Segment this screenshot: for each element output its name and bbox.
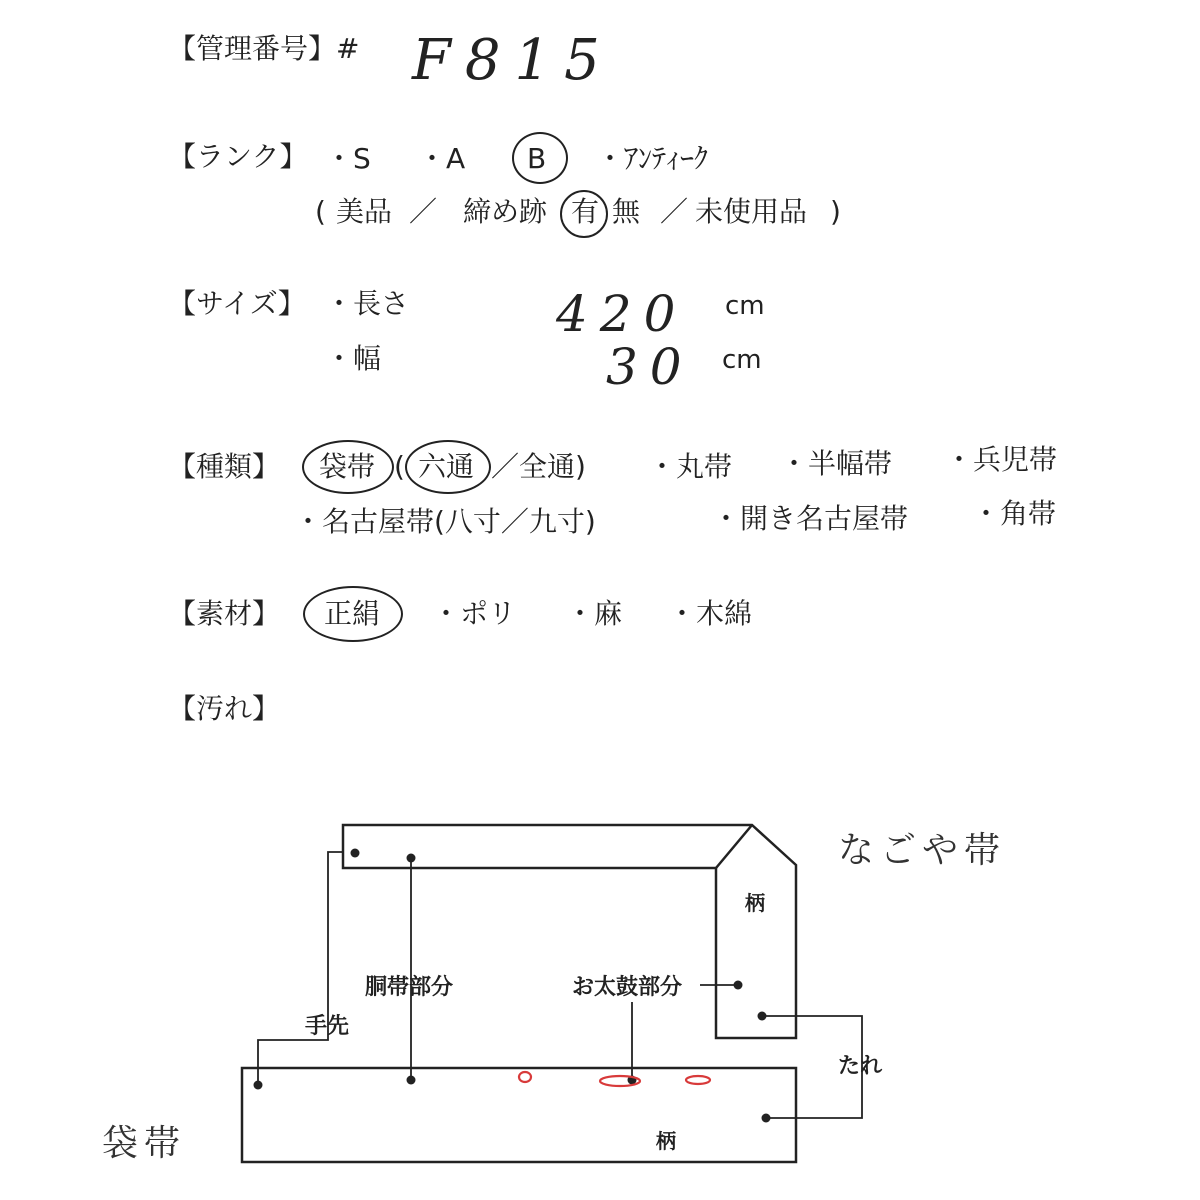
rank-option-a: ・A: [418, 142, 466, 175]
condition-none: 無: [612, 195, 641, 228]
type-fukuro: 袋帯: [319, 450, 376, 483]
type-hanhaba: ・半幅帯: [780, 447, 893, 480]
condition-close: ): [830, 195, 841, 228]
condition-sep1: ／: [409, 195, 438, 228]
material-cotton: ・木綿: [668, 597, 753, 630]
stain-marks: [519, 1072, 710, 1086]
fukuro-obi-outline: [242, 1068, 796, 1162]
dot-otaiko-top: [734, 981, 743, 990]
size-length-label: ・長さ: [325, 287, 410, 320]
type-paren-open: (: [394, 450, 405, 483]
dot-tare-top: [758, 1012, 767, 1021]
diagram-tare-label: たれ: [838, 1054, 883, 1079]
condition-has: 有: [571, 195, 600, 228]
size-length-unit: cm: [725, 291, 765, 321]
management-label: 【管理番号】#: [168, 32, 360, 65]
nagoya-fold-line: [716, 825, 752, 868]
material-poly: ・ポリ: [432, 597, 517, 630]
type-zentsu: ／全通): [491, 450, 586, 483]
stain-mark-1: [519, 1072, 531, 1082]
tesaki-leader: [258, 852, 343, 1085]
diagram-gara-top: 柄: [745, 891, 765, 915]
size-width-unit: cm: [722, 345, 762, 375]
diagram-otaiko-label: お太鼓部分: [572, 975, 683, 1000]
size-length-value: 420: [556, 285, 688, 343]
type-hiraki: ・開き名古屋帯: [712, 502, 909, 535]
size-width-label: ・幅: [325, 342, 382, 375]
type-nagoya: ・名古屋帯(八寸／九寸): [294, 505, 596, 538]
stain-mark-3: [686, 1076, 710, 1084]
type-heko: ・兵児帯: [945, 443, 1058, 476]
rank-label: 【ランク】: [168, 140, 308, 173]
condition-beauty: 美品: [336, 195, 393, 228]
diagram-nagoya-title: なごや帯: [838, 830, 1007, 871]
diagram-dobu-label: 胴帯部分: [365, 975, 454, 1000]
dot-dobu-bottom: [407, 1076, 416, 1085]
material-hemp: ・麻: [566, 597, 623, 630]
type-rokutsu: 六通: [418, 450, 475, 483]
dot-tesaki-top: [351, 849, 360, 858]
diagram-fukuro-title: 袋帯: [102, 1123, 187, 1164]
diagram-tesaki-label: 手先: [305, 1014, 350, 1039]
dot-tare-bottom: [762, 1114, 771, 1123]
type-kaku: ・角帯: [972, 497, 1057, 530]
condition-sep2: ／: [660, 195, 689, 228]
diagram-gara-bottom: 柄: [656, 1129, 676, 1153]
size-width-value: 30: [606, 338, 694, 396]
stain-label: 【汚れ】: [168, 692, 281, 725]
dot-dobu-top: [407, 854, 416, 863]
rank-option-antique: ・ｱﾝﾃｨｰｸ: [596, 142, 709, 175]
management-value: F815: [412, 28, 614, 93]
rank-option-b: B: [527, 142, 547, 175]
condition-open: (: [315, 195, 326, 228]
material-label: 【素材】: [168, 597, 281, 630]
dot-tesaki-bottom: [254, 1081, 263, 1090]
type-label: 【種類】: [168, 450, 281, 483]
rank-option-s: ・S: [325, 142, 371, 175]
condition-unused: 未使用品: [695, 195, 808, 228]
size-label: 【サイズ】: [168, 287, 306, 320]
material-silk: 正絹: [324, 597, 381, 630]
condition-mark-label: 締め跡: [463, 195, 548, 228]
type-maru: ・丸帯: [648, 450, 733, 483]
